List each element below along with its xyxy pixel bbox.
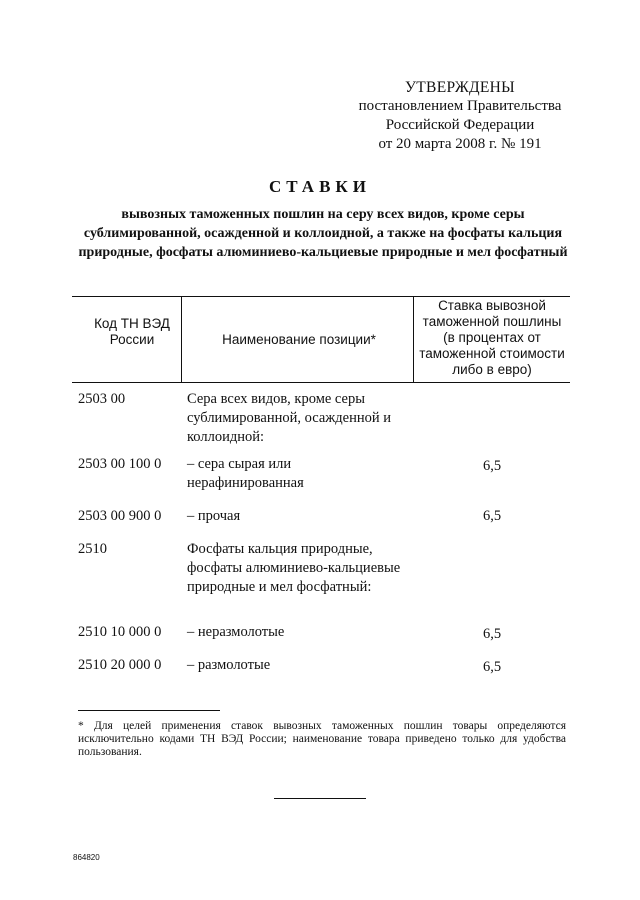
row-name: Фосфаты кальция природные, фосфаты алюминиево-кальциевые природные и мел фосфатный: — [187, 541, 401, 595]
footnote-rule — [78, 710, 220, 711]
approval-heading: УТВЕРЖДЕНЫ — [405, 79, 515, 96]
row-code: 2510 — [78, 541, 107, 557]
row-rate: 6,5 — [482, 659, 502, 675]
row-name: – неразмолотые — [187, 624, 285, 640]
end-rule — [274, 798, 366, 799]
document-number: 864820 — [73, 853, 100, 862]
approval-line-2: Российской Федерации — [385, 117, 535, 133]
footnote: * Для целей применения ставок вывозных таможенных пошлин товары определяются исключительно кодами ТН ВЭД России; наименование товара приведено только для удобства пользования. — [78, 720, 566, 758]
approval-line-1: постановлением Правительства — [358, 98, 562, 114]
row-code: 2510 20 000 0 — [78, 657, 162, 673]
row-name: – сера сырая или нерафинированная — [187, 456, 304, 491]
row-code: 2503 00 — [78, 391, 126, 407]
approval-block — [350, 78, 570, 154]
row-code: 2510 10 000 0 — [78, 624, 162, 640]
row-name: – прочая — [187, 508, 241, 524]
row-rate: 6,5 — [482, 458, 502, 474]
table-header-divider-1 — [181, 296, 182, 382]
header-rate: Ставка вывозной таможенной пошлины (в процентах от таможенной стоимости либо в евро) — [419, 298, 565, 377]
approval-line-3: от 20 марта 2008 г. № 191 — [378, 136, 542, 152]
table-header-divider-2 — [413, 296, 414, 382]
row-rate: 6,5 — [482, 626, 502, 642]
document-title: СТАВКИ — [269, 177, 371, 196]
table-header-bottom-rule — [72, 382, 570, 383]
row-code: 2503 00 900 0 — [78, 508, 162, 524]
row-rate: 6,5 — [482, 508, 502, 524]
row-name: – размолотые — [187, 657, 271, 673]
document-subtitle: вывозных таможенных пошлин на серу всех видов, кроме серы сублимированной, осажденной и коллоидной, а также на фосфаты кальция природные, фосфаты алюминиево-кальциевые природные и мел фосфатный — [78, 207, 568, 260]
header-name: Наименование позиции* — [222, 332, 376, 347]
row-code: 2503 00 100 0 — [78, 456, 162, 472]
header-code: Код ТН ВЭД России — [94, 316, 170, 347]
row-name: Сера всех видов, кроме серы сублимированной, осажденной и коллоидной: — [187, 391, 392, 445]
table-top-rule — [72, 296, 570, 297]
